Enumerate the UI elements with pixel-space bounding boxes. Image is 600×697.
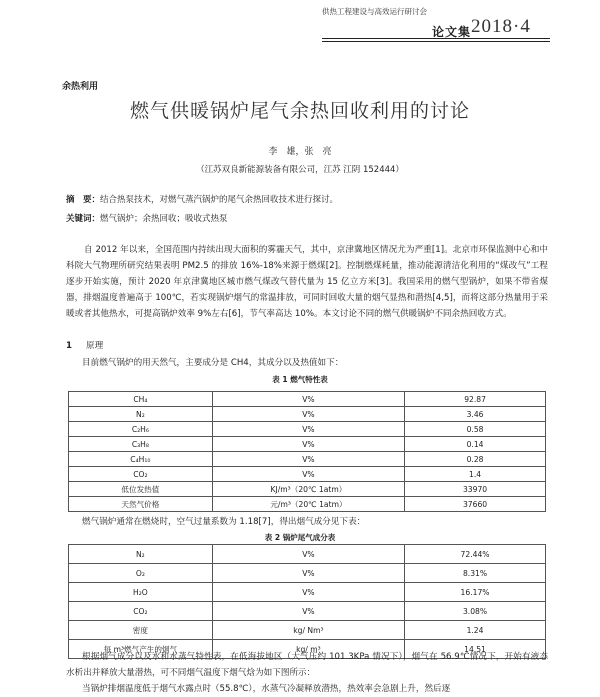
dewpoint-paragraph: 当锅炉排烟温度低于烟气水露点时（55.8℃），水蒸气冷凝释放潜热，热效率会急剧上升，然后逐 (82, 684, 451, 694)
header-rule-secondary (322, 41, 550, 42)
keywords-label: 关键词： (66, 214, 101, 224)
table-cell: 8.31% (405, 564, 546, 583)
table-cell: C₃H₈ (69, 437, 213, 452)
table-cell: 0.58 (405, 422, 546, 437)
table1-caption: 表 1 燃气特性表 (272, 375, 328, 384)
table-cell: 天然气价格 (69, 497, 213, 512)
section-number: 1 (66, 341, 72, 351)
authors: 李 雄，张 亮 (268, 147, 332, 157)
table-cell: 1.4 (405, 467, 546, 482)
table-cell: V% (212, 422, 404, 437)
table-cell: V% (212, 392, 404, 407)
table-cell: 1.24 (405, 621, 546, 640)
table-cell: 3.46 (405, 407, 546, 422)
gas-properties-table (68, 391, 546, 512)
table-cell: V% (212, 583, 404, 602)
column-label: 余热利用 (62, 82, 99, 92)
affiliation: （江苏双良新能源装备有限公司，江苏 江阴 152444） (196, 165, 404, 175)
table-cell: V% (212, 564, 404, 583)
table-cell: 每 m³燃气产生的烟气 (69, 640, 213, 659)
section-title: 原理 (85, 341, 104, 351)
abstract-text: 结合热泵技术，对燃气蒸汽锅炉的尾气余热回收技术进行探讨。 (100, 195, 339, 205)
table-cell: 0.14 (405, 437, 546, 452)
keywords-text: 燃气锅炉；余热回收；吸收式热泵 (100, 214, 228, 224)
table-cell: 16.17% (405, 583, 546, 602)
table-cell: 3.08% (405, 602, 546, 621)
table-cell: 密度 (69, 621, 213, 640)
table-cell: H₂O (69, 583, 213, 602)
table-cell: 14.51 (405, 640, 546, 659)
table-cell: V% (212, 437, 404, 452)
table2-caption: 表 2 锅炉尾气成分表 (264, 533, 336, 542)
flue-gas-table (68, 544, 546, 659)
table-cell: 低位发热值 (69, 482, 213, 497)
keywords (66, 212, 228, 224)
paper-title: 燃气供暖锅炉尾气余热回收利用的讨论 (129, 100, 470, 122)
table-cell: KJ/m³（20℃ 1atm） (212, 482, 404, 497)
table-cell: 33970 (405, 482, 546, 497)
table-cell: 元/m³（20℃ 1atm） (212, 497, 404, 512)
table-cell: N₂ (69, 545, 213, 564)
table-cell: kg/ Nm³ (212, 621, 404, 640)
table-cell: 37660 (405, 497, 546, 512)
abstract-label: 摘 要： (66, 195, 101, 205)
table-cell: V% (212, 452, 404, 467)
table-cell: C₂H₆ (69, 422, 213, 437)
series-label: 论文集 (432, 25, 472, 39)
table-cell: N₂ (69, 407, 213, 422)
journal-name: 供热工程建设与高效运行研讨会 (322, 7, 427, 16)
table-cell: CH₄ (69, 392, 213, 407)
table-cell: O₂ (69, 564, 213, 583)
table-cell: 92.87 (405, 392, 546, 407)
table-row (69, 621, 546, 640)
table-row (69, 583, 546, 602)
table-row (69, 545, 546, 564)
section-heading (66, 339, 103, 351)
table-row (69, 482, 546, 497)
table-cell: kg/ m³ (212, 640, 404, 659)
table-row (69, 422, 546, 437)
table-row (69, 564, 546, 583)
principle-paragraph: 目前燃气锅炉的用天然气，主要成分是 CH4，其成分以及热值如下： (82, 358, 344, 368)
table-row (69, 467, 546, 482)
issue-year: 2018·4 (471, 16, 531, 37)
table-cell: CO₂ (69, 602, 213, 621)
excess-air-paragraph: 燃气锅炉通常在燃烧时，空气过量系数为 1.18[7]，得出烟气成分见下表： (82, 517, 366, 527)
abstract (66, 193, 338, 205)
table-cell: V% (212, 545, 404, 564)
header-rule (322, 38, 550, 39)
table-row (69, 497, 546, 512)
table-cell: V% (212, 467, 404, 482)
table-row (69, 437, 546, 452)
table-cell: C₄H₁₀ (69, 452, 213, 467)
table-cell: 0.28 (405, 452, 546, 467)
table-row (69, 392, 546, 407)
table-row (69, 452, 546, 467)
table-row (69, 602, 546, 621)
table-row (69, 407, 546, 422)
table-cell: V% (212, 407, 404, 422)
intro-paragraph: 自 2012 年以来，全国范围内持续出现大面积的雾霾天气，其中，京津冀地区情况尤为严重[1]。北京市环保监测中心和中科院大气物理所研究结果表明 PM2.5 的排放 16%-18%来源于燃煤[2]。控制燃煤耗量，推动能源清洁化利用的“煤改气”工程逐步开始实施，预计 2020 年京津冀地区城市燃气煤改气替代量为 15 亿立方米[3]。我国采用的燃气型锅炉，如果不带省煤器，排烟温度普遍高于 100℃，若实现锅炉烟气的常温排放，可同时回收大量的烟气显热和潜热[4,5]，而将这部分热量用于采暖或者其他热水，可提高锅炉效率 9%左右[6]，节气率高达 10%。本文讨论不同的燃气供暖锅炉不同余热回收方式。 (66, 245, 548, 320)
enthalpy-paragraph: 根据烟气成分以及水和水蒸气特性表，在低海拔地区（大气压约 101.3KPa 情况下），烟气在 56.9℃情况下，开始有液态水析出并释放大量潜热，可不同烟气温度下烟气焓为如下图所示： (66, 652, 548, 679)
table-cell: V% (212, 602, 404, 621)
table-cell: CO₂ (69, 467, 213, 482)
table-cell: 72.44% (405, 545, 546, 564)
